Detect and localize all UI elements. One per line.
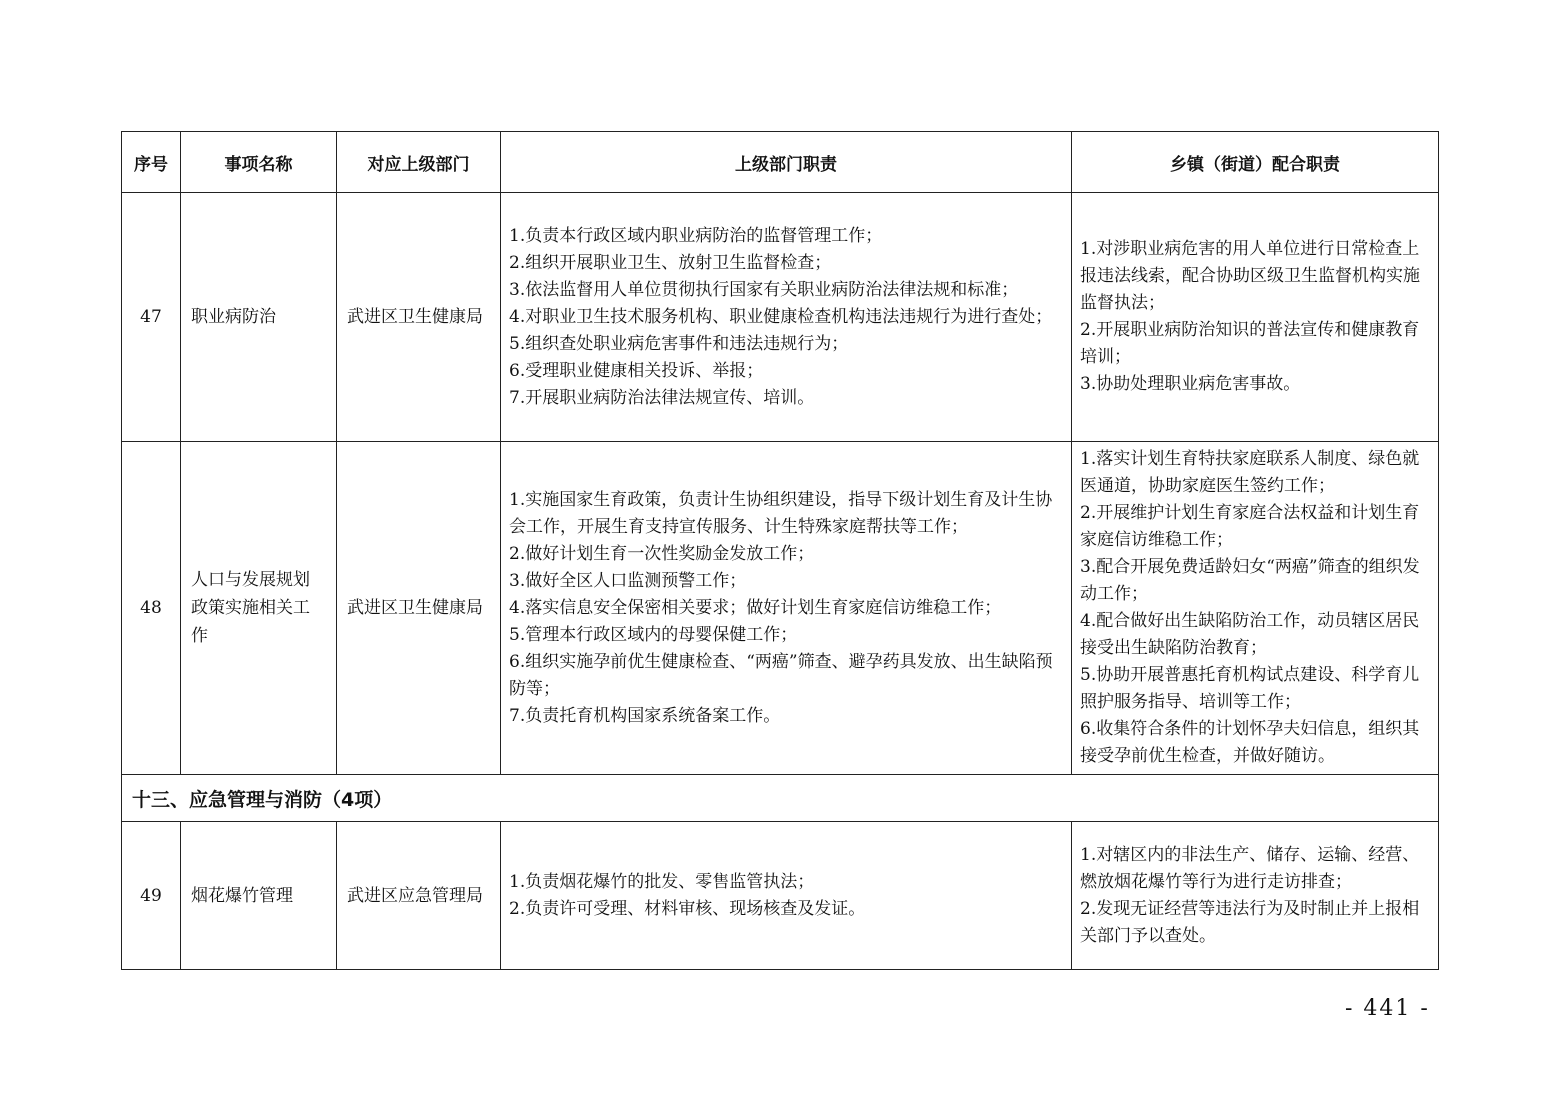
duty-line: 4.落实信息安全保密相关要求；做好计划生育家庭信访维稳工作； [509,597,1002,618]
row-upper-duties [501,442,1072,775]
duty-line: 2.开展维护计划生育家庭合法权益和计划生育家庭信访维稳工作； [1080,503,1420,550]
duty-line: 1.对涉职业病危害的用人单位进行日常检查上报违法线索，配合协助区级卫生监督机构实施监督执法； [1080,239,1420,313]
row-upper-duties [501,193,1072,442]
duty-line: 2.发现无证经营等违法行为及时制止并上报相关部门予以查处。 [1080,898,1420,946]
duty-line: 4.对职业卫生技术服务机构、职业健康检查机构违法违规行为进行查处； [509,306,1053,327]
row-serial: 47 [122,193,181,442]
row-town-duties [1072,442,1439,775]
header-town-duties: 乡镇（街道）配合职责 [1072,132,1439,193]
page-number: - 441 - [1345,996,1430,1021]
duty-line: 6.收集符合条件的计划怀孕夫妇信息，组织其接受孕前优生检查，并做好随访。 [1080,719,1420,766]
row-item-name: 职业病防治 [181,193,337,442]
duty-line: 3.配合开展免费适龄妇女“两癌”筛查的组织发动工作； [1080,557,1420,604]
header-item-name: 事项名称 [181,132,337,193]
row-item-name: 人口与发展规划政策实施相关工作 [181,442,337,775]
row-town-duties [1072,193,1439,442]
duty-line: 2.组织开展职业卫生、放射卫生监督检查； [509,252,832,273]
duty-line: 1.实施国家生育政策，负责计生协组织建设，指导下级计划生育及计生协会工作，开展生育支持宣传服务、计生特殊家庭帮扶等工作； [509,489,1053,537]
header-upper-dept: 对应上级部门 [337,132,501,193]
duty-line: 2.负责许可受理、材料审核、现场核查及发证。 [509,898,866,919]
duty-line: 7.负责托育机构国家系统备案工作。 [509,705,781,726]
duty-line: 3.协助处理职业病危害事故。 [1080,374,1301,394]
duty-line: 3.依法监督用人单位贯彻执行国家有关职业病防治法律法规和标准； [509,279,1019,300]
table-row [122,822,1439,970]
section-row [122,775,1439,822]
duty-line: 5.协助开展普惠托育机构试点建设、科学育儿照护服务指导、培训等工作； [1080,665,1420,712]
duty-line: 2.开展职业病防治知识的普法宣传和健康教育培训； [1080,320,1420,367]
table-row [122,193,1439,442]
duty-line: 1.对辖区内的非法生产、储存、运输、经营、燃放烟花爆竹等行为进行走访排查； [1080,844,1420,892]
row-upper-dept: 武进区卫生健康局 [337,193,501,442]
duty-table [121,131,1439,970]
duty-line: 3.做好全区人口监测预警工作； [509,570,747,591]
duty-line: 2.做好计划生育一次性奖励金发放工作； [509,543,815,564]
row-town-duties [1072,822,1439,970]
duty-line: 5.组织查处职业病危害事件和违法违规行为； [509,333,849,354]
duty-line: 7.开展职业病防治法律法规宣传、培训。 [509,387,815,408]
duty-line: 6.受理职业健康相关投诉、举报； [509,360,764,381]
row-serial: 48 [122,442,181,775]
table-header-row [122,132,1439,193]
section-title: 十三、应急管理与消防（4项） [122,775,1439,822]
row-upper-duties [501,822,1072,970]
row-upper-dept: 武进区应急管理局 [337,822,501,970]
duty-line: 4.配合做好出生缺陷防治工作，动员辖区居民接受出生缺陷防治教育； [1080,611,1420,658]
row-serial: 49 [122,822,181,970]
row-upper-dept: 武进区卫生健康局 [337,442,501,775]
duty-line: 1.落实计划生育特扶家庭联系人制度、绿色就医通道，协助家庭医生签约工作； [1080,449,1420,496]
row-item-name: 烟花爆竹管理 [181,822,337,970]
table-row [122,442,1439,775]
duty-line: 1.负责本行政区域内职业病防治的监督管理工作； [509,225,883,246]
duty-line: 6.组织实施孕前优生健康检查、“两癌”筛查、避孕药具发放、出生缺陷预防等； [509,651,1053,699]
duty-line: 1.负责烟花爆竹的批发、零售监管执法； [509,871,815,892]
header-upper-duties: 上级部门职责 [501,132,1072,193]
header-serial: 序号 [122,132,181,193]
duty-line: 5.管理本行政区域内的母婴保健工作； [509,624,798,645]
